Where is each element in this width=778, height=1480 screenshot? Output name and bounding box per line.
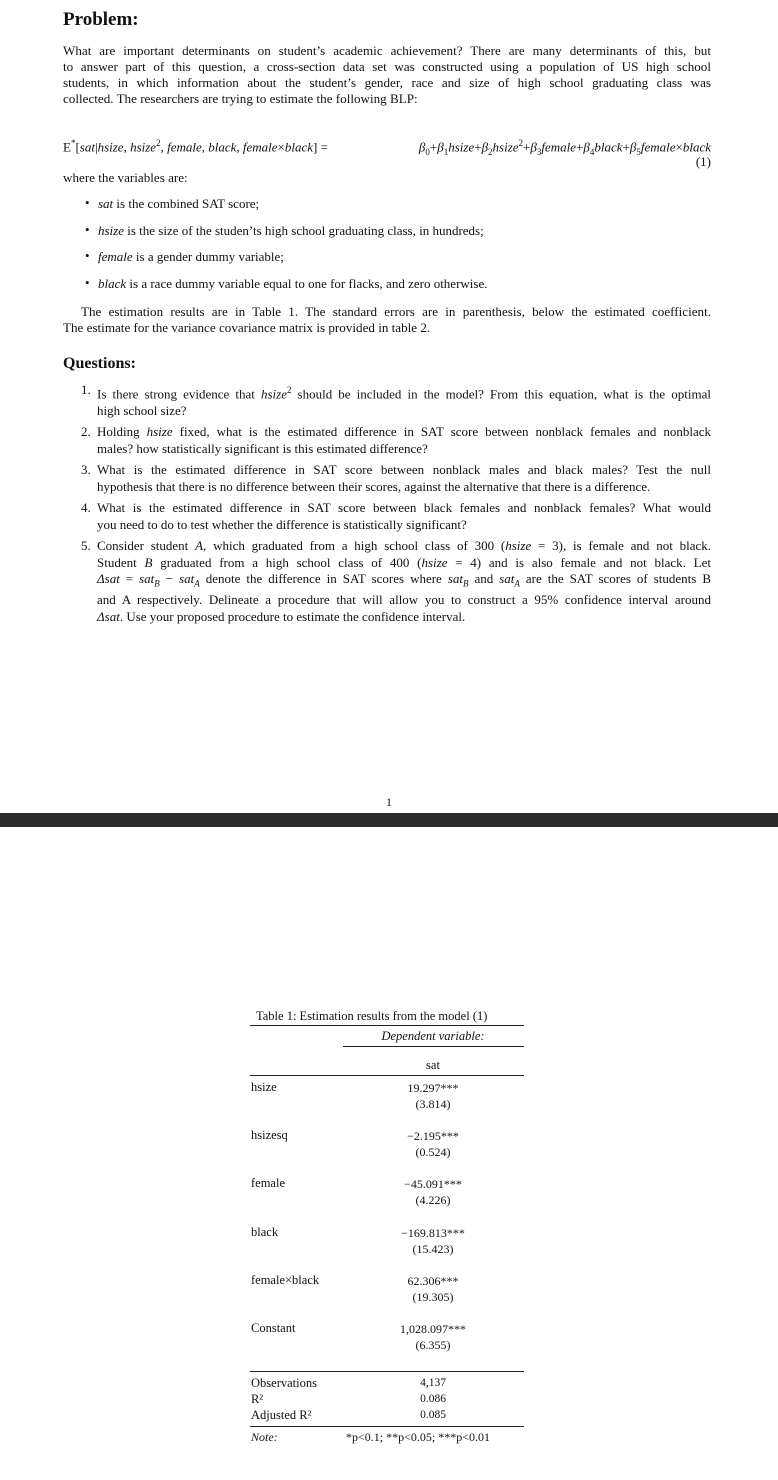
stats-rule — [250, 1371, 524, 1372]
variable-desc: is a race dummy variable equal to one for flacks, and zero otherwise. — [129, 275, 488, 291]
row-label: hsize — [251, 1080, 277, 1094]
dependent-variable-label: Dependent variable: — [381, 1029, 485, 1043]
coefficient: −2.195*** — [407, 1129, 459, 1143]
dependent-variable-rule — [343, 1046, 524, 1047]
list-item — [63, 249, 723, 276]
question-3: 3. What is the estimated difference in SAT score between nonblack males and black males? Test the null hypothesis that there is no difference between their scores, against the alternative that there is a difference. — [81, 462, 711, 494]
estimation-line: The estimation results are in Table 1. The standard errors are in parenthesis, below the estimated coefficient. — [81, 304, 711, 319]
table-bottom-rule — [250, 1426, 524, 1427]
questions-heading: Questions: — [63, 355, 136, 372]
row-label: Constant — [251, 1321, 296, 1335]
coefficient-cell — [343, 1273, 523, 1305]
estimation-paragraph — [63, 304, 711, 336]
intro-line: to answer part of this question, a cross-section data set was constructed using a population of US high school — [63, 59, 711, 74]
column-header: sat — [426, 1058, 440, 1072]
variable-name: hsize — [98, 222, 124, 238]
coefficient: −169.813*** — [401, 1226, 465, 1240]
coefficient: −45.091*** — [404, 1177, 462, 1191]
coefficient-cell — [343, 1176, 523, 1208]
row-label: female — [251, 1176, 286, 1190]
variable-name: female — [98, 249, 133, 264]
note-text: *p<0.1; **p<0.05; ***p<0.01 — [346, 1430, 490, 1444]
table-caption: Table 1: Estimation results from the model (1) — [256, 1009, 488, 1023]
intro-paragraph — [63, 43, 711, 107]
stat-value: 0.086 — [420, 1393, 446, 1405]
page-number: 1 — [386, 795, 392, 809]
row-label: hsizesq — [251, 1128, 288, 1142]
question-5: 5. Consider student A, which graduated from a high school class of 300 (hsize = 3), is female and not black. Student B graduated from a high school class of 400 (hsize = 4) and is also female and not black. Let Δsat = sat$_B$ − sat$_A$ denote the difference in SAT scores where sat$_B$ and sat$_A$ are the SAT scores of students B and A respectively. Delineate a procedure that will allow you to construct a 95% confidence interval around Δsat. Use your proposed procedure to estimate the confidence interval. — [81, 538, 711, 624]
note-label: Note: — [251, 1430, 278, 1444]
stat-label: R² — [251, 1392, 264, 1406]
coefficient-cell — [343, 1128, 523, 1160]
problem-heading: Problem: — [63, 9, 139, 30]
equation-number: (1) — [695, 154, 711, 169]
page-separator — [0, 813, 778, 827]
equation-rhs: $\beta_0+\beta_1hsize+\beta_2hsize^2+\beta_3female+\beta_4black+\beta_5female\times black$ — [418, 138, 711, 157]
coefficient: 62.306*** — [407, 1274, 459, 1288]
list-item — [63, 276, 723, 303]
list-item — [63, 196, 723, 223]
stat-value: 0.085 — [420, 1409, 446, 1421]
stat-label: Observations — [251, 1376, 317, 1390]
standard-error: (4.226) — [415, 1193, 451, 1207]
standard-error: (3.814) — [415, 1097, 451, 1111]
table-top-rule — [250, 1025, 524, 1026]
variable-name: sat — [98, 196, 114, 211]
coefficient-cell — [343, 1225, 523, 1257]
standard-error: (19.305) — [412, 1290, 454, 1304]
variable-desc: is a gender dummy variable; — [135, 249, 284, 264]
where-line: where the variables are: — [63, 170, 188, 185]
question-4: 4. What is the estimated difference in SAT score between black females and nonblack females? What would you need to do to test whether the difference is statistically significant? — [81, 500, 711, 532]
variable-desc: is the combined SAT score; — [116, 196, 260, 211]
equation-lhs: E*[sat|hsize, hsize$^2$, female, black, female×black] = — [63, 138, 328, 155]
where-text — [63, 170, 711, 186]
stat-value: 4,137 — [420, 1377, 446, 1389]
list-item — [63, 223, 723, 250]
question-2: 2. Holding hsize fixed, what is the estimated difference in SAT score between nonblack females and nonblack males? how statistically significant is this estimated difference? — [81, 424, 711, 456]
coefficient-cell — [343, 1321, 523, 1353]
variable-desc: is the size of the studen’ts high school graduating class, in hundreds; — [127, 222, 484, 238]
standard-error: (0.524) — [415, 1145, 451, 1159]
coefficient-cell — [343, 1080, 523, 1112]
variable-list — [63, 196, 723, 302]
estimation-line: The estimate for the variance covariance matrix is provided in table 2. — [63, 320, 431, 335]
coefficient: 1,028.097*** — [400, 1322, 466, 1336]
standard-error: (6.355) — [415, 1338, 451, 1352]
question-1: 1. Is there strong evidence that hsize$^2$ should be included in the model? From this equation, what is the optimal high school size? — [81, 382, 711, 418]
variable-name: black — [98, 275, 127, 291]
intro-line: collected. The researchers are trying to estimate the following BLP: — [63, 91, 418, 106]
standard-error: (15.423) — [412, 1242, 454, 1256]
coefficient: 19.297*** — [407, 1081, 459, 1095]
questions-list — [63, 382, 711, 630]
intro-line: students, in which information about the student’s gender, race and size of high school graduating class was — [63, 75, 711, 90]
row-label: female×black — [251, 1273, 320, 1287]
header-rule — [250, 1075, 524, 1076]
stat-label: Adjusted R² — [251, 1408, 312, 1422]
page-2 — [0, 827, 778, 1480]
intro-line: What are important determinants on student’s academic achievement? There are many determinants of this, but — [63, 43, 711, 58]
row-label: black — [251, 1225, 279, 1239]
